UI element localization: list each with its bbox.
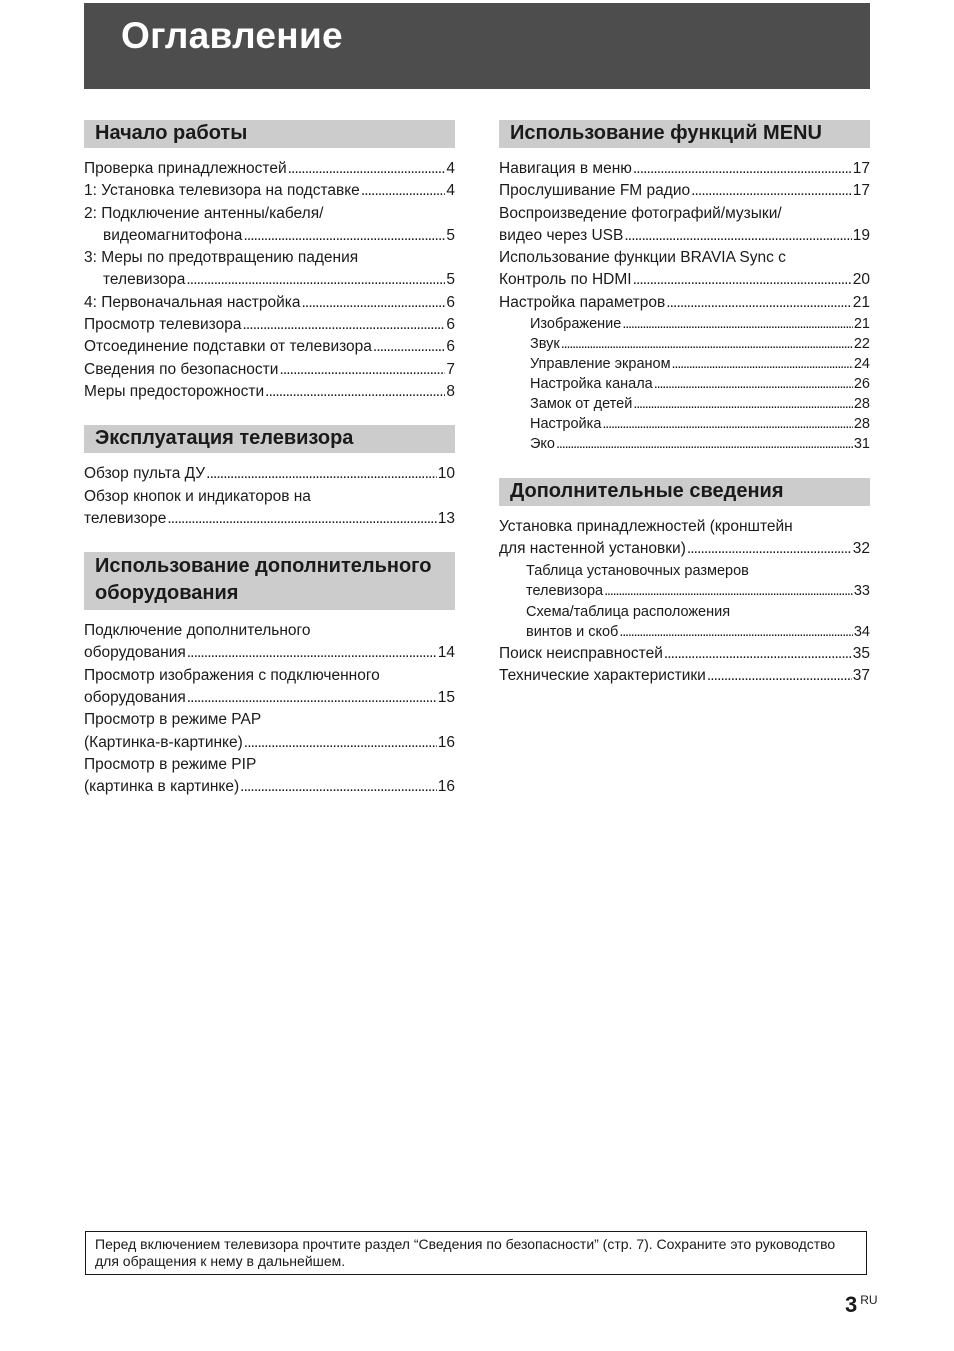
section-getting-started: [84, 120, 455, 403]
toc-entry[interactable]: Поиск неисправностей . . . 35: [499, 643, 870, 665]
toc-entry[interactable]: Отсоединение подставки от телевизора . . . 6: [84, 336, 455, 358]
toc-subentry[interactable]: Настройка канала . . . 26: [499, 374, 870, 394]
toc-entry[interactable]: Проверка принадлежностей . . . 4: [84, 158, 455, 180]
toc-entry[interactable]: Просмотр в режиме PIP (картинка в картинке) . . . 16: [84, 754, 455, 799]
page-number: 3 $^{RU}$: [845, 1292, 878, 1317]
section-heading: Эксплуатация телевизора: [84, 425, 455, 453]
toc-entry[interactable]: 3: Меры по предотвращению падения телевизора . . . 5: [84, 247, 455, 292]
title-banner: [84, 3, 870, 89]
toc-entry[interactable]: Воспроизведение фотографий/музыки/ видео через USB . . . 19: [499, 203, 870, 248]
toc-entry[interactable]: Подключение дополнительного оборудования . . . 14: [84, 620, 455, 665]
section-additional-equipment: [84, 552, 455, 798]
toc-entry[interactable]: Обзор кнопок и индикаторов на телевизоре . . . 13: [84, 486, 455, 531]
toc-entry[interactable]: Обзор пульта ДУ . . . 10: [84, 463, 455, 485]
toc-subentry[interactable]: Замок от детей . . . 28: [499, 394, 870, 414]
toc-entry[interactable]: 1: Установка телевизора на подставке . . . 4: [84, 180, 455, 202]
section-additional-info: [499, 478, 870, 687]
safety-notice: Перед включением телевизора прочтите раздел “Сведения по безопасности” (стр. 7). Сохраните это руководство для обращения к нему в дальнейшем.: [85, 1231, 867, 1275]
toc-entry[interactable]: Навигация в меню . . . 17: [499, 158, 870, 180]
toc-entry[interactable]: Использование функции BRAVIA Sync с Контроль по HDMI . . . 20: [499, 247, 870, 292]
toc-subentry[interactable]: Изображение . . . 21: [499, 314, 870, 334]
page-title: Оглавление: [121, 15, 343, 56]
section-heading: Использование функций MENU: [499, 120, 870, 148]
toc-subentry[interactable]: Таблица установочных размеров телевизора . . . 33: [499, 561, 870, 602]
toc-subentry[interactable]: Эко . . . 31: [499, 434, 870, 454]
toc-entry[interactable]: 2: Подключение антенны/кабеля/ видеомагнитофона . . . 5: [84, 203, 455, 248]
toc-entry[interactable]: Сведения по безопасности . . . 7: [84, 359, 455, 381]
toc-subentry[interactable]: Схема/таблица расположения винтов и скоб . . . 34: [499, 602, 870, 643]
toc-entry[interactable]: Настройка параметров . . . 21: [499, 292, 870, 314]
toc-entry[interactable]: Просмотр в режиме PAP (Картинка-в-картинке) . . . 16: [84, 709, 455, 754]
section-heading: Использование дополнительного оборудования: [84, 552, 455, 610]
section-heading: Начало работы: [84, 120, 455, 148]
left-column: [84, 120, 455, 799]
toc-entry[interactable]: Просмотр изображения с подключенного оборудования . . . 15: [84, 665, 455, 710]
toc-entry[interactable]: Установка принадлежностей (кронштейн для настенной установки) . . . 32: [499, 516, 870, 561]
toc-entry[interactable]: Прослушивание FM радио . . . 17: [499, 180, 870, 202]
toc-entry[interactable]: Просмотр телевизора . . . 6: [84, 314, 455, 336]
section-menu-functions: [499, 120, 870, 454]
section-tv-operation: [84, 425, 455, 530]
right-column: [499, 120, 870, 687]
language-code: RU: [860, 1293, 878, 1307]
section-heading: Дополнительные сведения: [499, 478, 870, 506]
toc-subentry[interactable]: Звук . . . 22: [499, 334, 870, 354]
toc-subentry[interactable]: Настройка . . . 28: [499, 414, 870, 434]
toc-entry[interactable]: Технические характеристики . . . 37: [499, 665, 870, 687]
toc-subentry[interactable]: Управление экраном . . . 24: [499, 354, 870, 374]
toc-entry[interactable]: 4: Первоначальная настройка . . . 6: [84, 292, 455, 314]
toc-entry[interactable]: Меры предосторожности . . . 8: [84, 381, 455, 403]
